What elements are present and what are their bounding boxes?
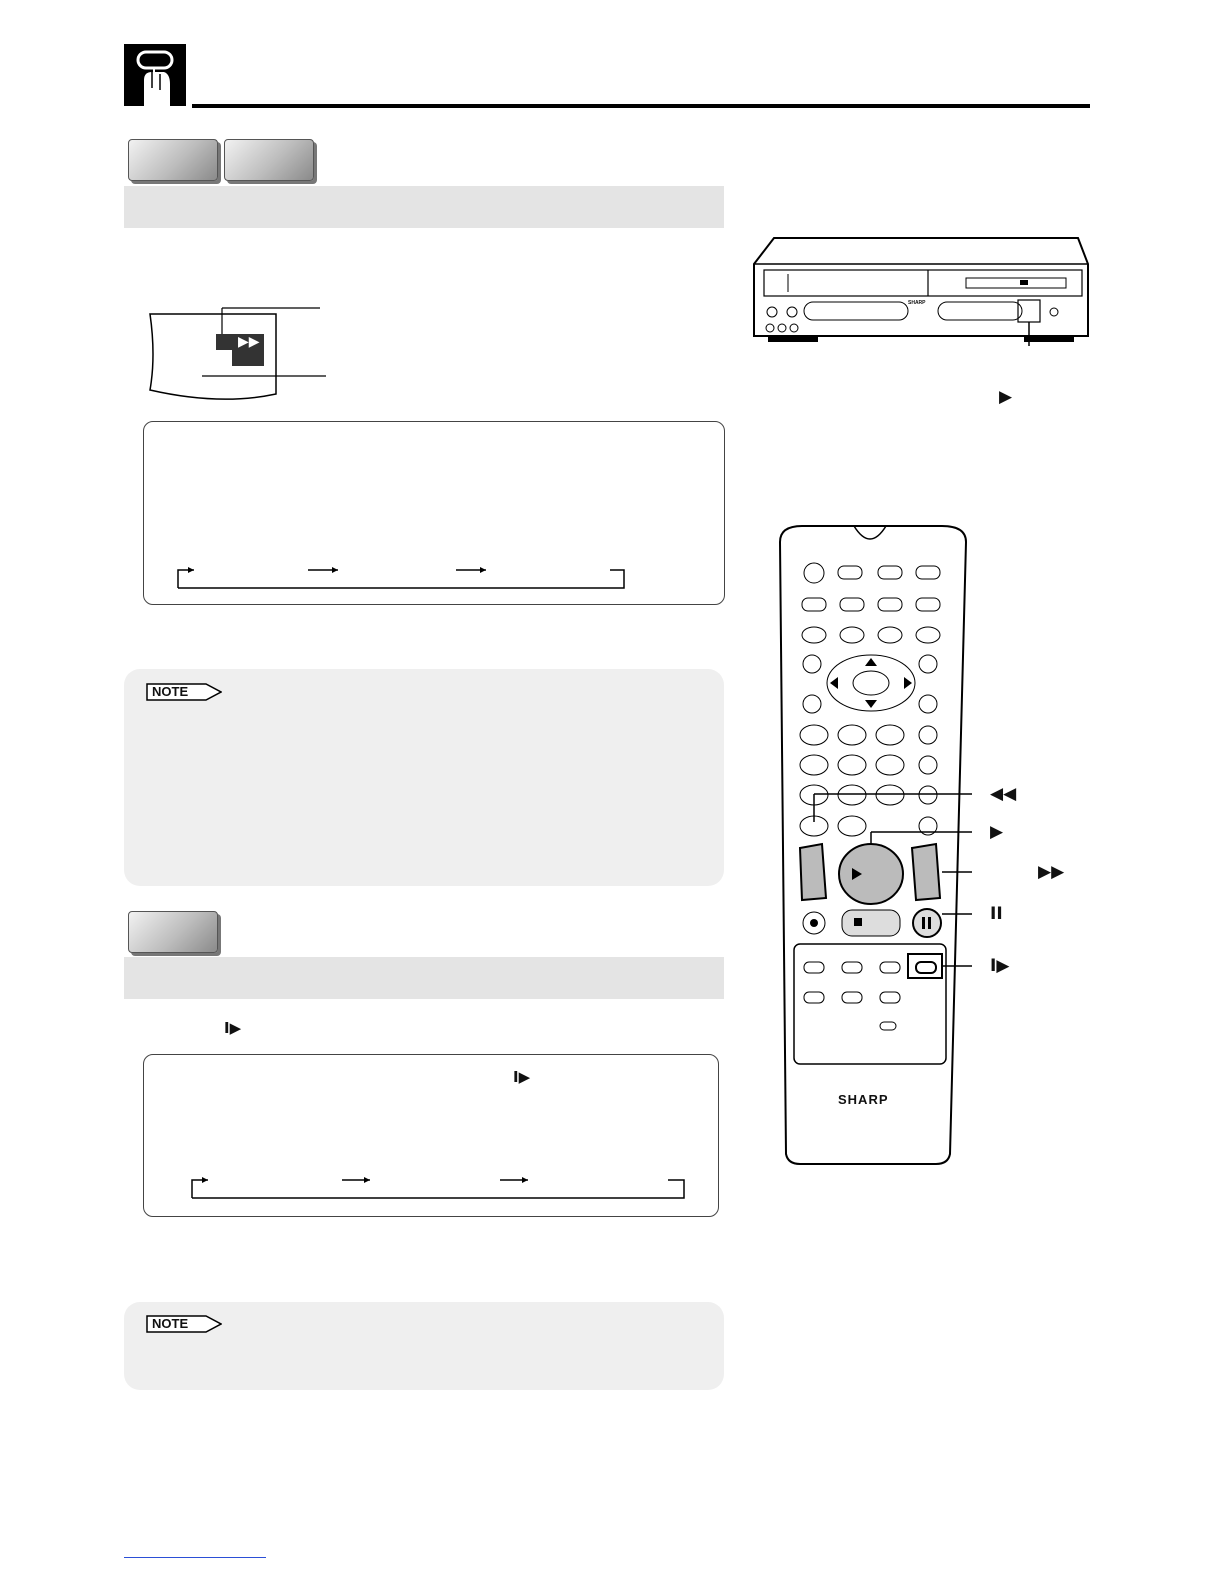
slow-step-icon: I▶ (224, 1019, 242, 1037)
footer-rule (124, 1557, 266, 1558)
vcr-play-label: ▶ (999, 387, 1013, 407)
fast-forward-label: ▶▶ (1038, 862, 1065, 882)
osd-screen-illustration (140, 296, 340, 406)
pause-label: II (990, 904, 1003, 924)
note-tag-1 (146, 683, 222, 706)
hand-pointer-icon (124, 44, 186, 106)
vcr-brand: SHARP (908, 300, 926, 306)
header-rule (192, 104, 1090, 108)
slow-icon-panel: I▶ (513, 1068, 531, 1086)
cycle-diagram-slow (184, 1170, 694, 1204)
note-tag-2 (146, 1315, 222, 1338)
cycle-diagram-search (170, 560, 640, 594)
note-label-1: NOTE (152, 684, 189, 699)
fast-forward-icon: ▶▶ (238, 334, 260, 350)
remote-brand: SHARP (838, 1092, 889, 1107)
play-label: ▶ (990, 822, 1004, 842)
section-heading-band-top (124, 186, 724, 228)
remote-control-illustration (772, 522, 972, 1168)
section-heading-band-bottom (124, 957, 724, 999)
slow-label: I▶ (990, 956, 1010, 976)
section-tab-1 (128, 139, 218, 181)
vcr-front-panel-illustration (748, 234, 1092, 346)
rewind-label: ◀◀ (990, 784, 1017, 804)
section-tab-2 (224, 139, 314, 181)
section-tab-3 (128, 911, 218, 953)
note-label-2: NOTE (152, 1316, 189, 1331)
